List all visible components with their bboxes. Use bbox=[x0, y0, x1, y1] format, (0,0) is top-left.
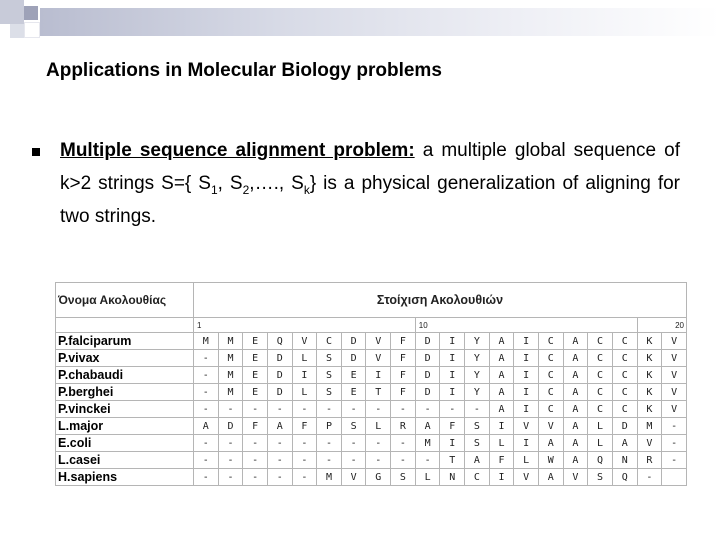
sequence-name: L.casei bbox=[56, 452, 194, 469]
residue-cell: M bbox=[415, 435, 440, 452]
residue-cell: R bbox=[391, 418, 416, 435]
residue-cell: C bbox=[588, 384, 613, 401]
residue-cell: V bbox=[538, 418, 563, 435]
residue-cell: I bbox=[366, 367, 391, 384]
bullet-text-4: } is a physical generalization of aligning for two strings. bbox=[60, 173, 681, 227]
residue-cell: - bbox=[391, 401, 416, 418]
bullet-text-2: , S bbox=[217, 173, 243, 194]
residue-cell: I bbox=[440, 350, 465, 367]
residue-cell: A bbox=[489, 384, 514, 401]
residue-cell: F bbox=[391, 367, 416, 384]
sequence-name: P.falciparum bbox=[56, 333, 194, 350]
residue-cell: - bbox=[366, 452, 391, 469]
residue-cell: C bbox=[588, 350, 613, 367]
sequence-name: P.vinckei bbox=[56, 401, 194, 418]
decor-square bbox=[10, 24, 24, 38]
residue-cell: C bbox=[538, 384, 563, 401]
residue-cell: - bbox=[292, 469, 317, 486]
residue-cell: I bbox=[514, 333, 539, 350]
sequence-name: E.coli bbox=[56, 435, 194, 452]
residue-cell: L bbox=[489, 435, 514, 452]
alignment-table bbox=[55, 282, 687, 486]
residue-cell: F bbox=[292, 418, 317, 435]
residue-cell: S bbox=[465, 435, 490, 452]
residue-cell: A bbox=[489, 333, 514, 350]
residue-cell: E bbox=[243, 367, 268, 384]
residue-cell: E bbox=[341, 384, 366, 401]
residue-cell: E bbox=[341, 367, 366, 384]
residue-cell: - bbox=[415, 401, 440, 418]
residue-cell: - bbox=[366, 401, 391, 418]
decor-square bbox=[24, 22, 40, 38]
residue-cell: - bbox=[243, 401, 268, 418]
residue-cell: Y bbox=[465, 384, 490, 401]
residue-cell: V bbox=[341, 469, 366, 486]
residue-cell: M bbox=[218, 384, 243, 401]
residue-cell: - bbox=[292, 435, 317, 452]
residue-cell: I bbox=[514, 367, 539, 384]
position-mid: 10 bbox=[415, 318, 637, 333]
residue-cell: M bbox=[218, 333, 243, 350]
subscript-2: 2 bbox=[242, 182, 250, 197]
residue-cell: Y bbox=[465, 333, 490, 350]
residue-cell: - bbox=[637, 469, 662, 486]
residue-cell: - bbox=[415, 452, 440, 469]
residue-cell: - bbox=[243, 452, 268, 469]
table-row bbox=[56, 333, 687, 350]
residue-cell: - bbox=[243, 469, 268, 486]
residue-cell: - bbox=[317, 401, 342, 418]
residue-cell: A bbox=[563, 435, 588, 452]
residue-cell: A bbox=[465, 452, 490, 469]
residue-cell: - bbox=[391, 435, 416, 452]
residue-cell: - bbox=[341, 401, 366, 418]
residue-cell: C bbox=[612, 384, 637, 401]
residue-cell: A bbox=[538, 435, 563, 452]
residue-cell: A bbox=[563, 384, 588, 401]
residue-cell: - bbox=[292, 452, 317, 469]
residue-cell: T bbox=[440, 452, 465, 469]
residue-cell: V bbox=[366, 350, 391, 367]
residue-cell: M bbox=[194, 333, 219, 350]
residue-cell: I bbox=[440, 367, 465, 384]
residue-cell: I bbox=[514, 384, 539, 401]
residue-cell: F bbox=[391, 333, 416, 350]
residue-cell: D bbox=[341, 350, 366, 367]
residue-cell bbox=[662, 469, 687, 486]
residue-cell: L bbox=[292, 384, 317, 401]
residue-cell: D bbox=[415, 350, 440, 367]
residue-cell: - bbox=[292, 401, 317, 418]
sequence-name: P.berghei bbox=[56, 384, 194, 401]
residue-cell: A bbox=[538, 469, 563, 486]
residue-cell: F bbox=[391, 384, 416, 401]
table-row bbox=[56, 367, 687, 384]
residue-cell: - bbox=[366, 435, 391, 452]
residue-cell: D bbox=[612, 418, 637, 435]
residue-cell: D bbox=[267, 367, 292, 384]
residue-cell: C bbox=[588, 401, 613, 418]
residue-cell: I bbox=[489, 418, 514, 435]
residue-cell: - bbox=[440, 401, 465, 418]
residue-cell: - bbox=[267, 435, 292, 452]
residue-cell: C bbox=[612, 333, 637, 350]
table-row bbox=[56, 452, 687, 469]
residue-cell: S bbox=[341, 418, 366, 435]
residue-cell: C bbox=[465, 469, 490, 486]
residue-cell: D bbox=[341, 333, 366, 350]
residue-cell: M bbox=[218, 350, 243, 367]
residue-cell: - bbox=[662, 418, 687, 435]
residue-cell: C bbox=[612, 350, 637, 367]
residue-cell: V bbox=[637, 435, 662, 452]
position-row bbox=[56, 318, 687, 333]
residue-cell: - bbox=[194, 367, 219, 384]
residue-cell: F bbox=[391, 350, 416, 367]
residue-cell: I bbox=[440, 333, 465, 350]
residue-cell: A bbox=[489, 367, 514, 384]
residue-cell: D bbox=[218, 418, 243, 435]
residue-cell: - bbox=[218, 469, 243, 486]
residue-cell: A bbox=[563, 401, 588, 418]
decor-square bbox=[24, 6, 38, 20]
bullet-text bbox=[60, 134, 680, 233]
residue-cell: A bbox=[194, 418, 219, 435]
residue-cell: M bbox=[317, 469, 342, 486]
residue-cell: - bbox=[194, 384, 219, 401]
residue-cell: V bbox=[514, 418, 539, 435]
residue-cell: A bbox=[563, 350, 588, 367]
residue-cell: W bbox=[538, 452, 563, 469]
residue-cell: D bbox=[267, 350, 292, 367]
residue-cell: V bbox=[662, 401, 687, 418]
residue-cell: Y bbox=[465, 367, 490, 384]
residue-cell: V bbox=[662, 350, 687, 367]
residue-cell: K bbox=[637, 333, 662, 350]
residue-cell: C bbox=[538, 350, 563, 367]
position-name-cell bbox=[56, 318, 194, 333]
residue-cell: I bbox=[440, 435, 465, 452]
residue-cell: A bbox=[489, 350, 514, 367]
residue-cell: A bbox=[267, 418, 292, 435]
table-row bbox=[56, 384, 687, 401]
residue-cell: C bbox=[538, 333, 563, 350]
residue-cell: Y bbox=[465, 350, 490, 367]
residue-cell: D bbox=[415, 367, 440, 384]
residue-cell: K bbox=[637, 350, 662, 367]
table-row bbox=[56, 469, 687, 486]
residue-cell: S bbox=[391, 469, 416, 486]
bullet-icon bbox=[32, 148, 40, 156]
residue-cell: - bbox=[267, 401, 292, 418]
residue-cell: M bbox=[218, 367, 243, 384]
residue-cell: A bbox=[563, 418, 588, 435]
residue-cell: S bbox=[588, 469, 613, 486]
residue-cell: A bbox=[563, 367, 588, 384]
residue-cell: L bbox=[415, 469, 440, 486]
residue-cell: - bbox=[194, 401, 219, 418]
residue-cell: C bbox=[317, 333, 342, 350]
table-header-row bbox=[56, 283, 687, 318]
residue-cell: - bbox=[341, 452, 366, 469]
residue-cell: S bbox=[465, 418, 490, 435]
residue-cell: L bbox=[514, 452, 539, 469]
decor-square bbox=[0, 0, 24, 24]
position-end: 20 bbox=[637, 318, 686, 333]
residue-cell: I bbox=[514, 350, 539, 367]
residue-cell: - bbox=[317, 435, 342, 452]
residue-cell: Q bbox=[588, 452, 613, 469]
residue-cell: C bbox=[612, 401, 637, 418]
residue-cell: L bbox=[588, 435, 613, 452]
residue-cell: - bbox=[662, 452, 687, 469]
residue-cell: N bbox=[612, 452, 637, 469]
residue-cell: - bbox=[465, 401, 490, 418]
residue-cell: M bbox=[637, 418, 662, 435]
residue-cell: S bbox=[317, 350, 342, 367]
residue-cell: T bbox=[366, 384, 391, 401]
residue-cell: Q bbox=[267, 333, 292, 350]
residue-cell: E bbox=[243, 333, 268, 350]
residue-cell: I bbox=[489, 469, 514, 486]
residue-cell: S bbox=[317, 384, 342, 401]
residue-cell: - bbox=[267, 452, 292, 469]
name-column-header: Όνομα Ακολουθίας bbox=[56, 283, 194, 318]
bullet-lead: Multiple sequence alignment problem: bbox=[60, 140, 415, 161]
residue-cell: - bbox=[243, 435, 268, 452]
residue-cell: F bbox=[440, 418, 465, 435]
residue-cell: S bbox=[317, 367, 342, 384]
residue-cell: C bbox=[538, 367, 563, 384]
residue-cell: E bbox=[243, 350, 268, 367]
subscript-k: k bbox=[303, 182, 310, 197]
residue-cell: G bbox=[366, 469, 391, 486]
residue-cell: V bbox=[366, 333, 391, 350]
residue-cell: D bbox=[267, 384, 292, 401]
residue-cell: V bbox=[662, 333, 687, 350]
residue-cell: R bbox=[637, 452, 662, 469]
table-row bbox=[56, 435, 687, 452]
residue-cell: D bbox=[415, 333, 440, 350]
bullet-text-3: ,…., S bbox=[249, 173, 304, 194]
residue-cell: - bbox=[662, 435, 687, 452]
residue-cell: F bbox=[489, 452, 514, 469]
residue-cell: N bbox=[440, 469, 465, 486]
residue-cell: C bbox=[612, 367, 637, 384]
subscript-1: 1 bbox=[210, 182, 218, 197]
header-band bbox=[40, 8, 720, 36]
alignment-column-header: Στοίχιση Ακολουθιών bbox=[194, 283, 687, 318]
residue-cell: - bbox=[218, 401, 243, 418]
residue-cell: I bbox=[514, 401, 539, 418]
residue-cell: A bbox=[563, 333, 588, 350]
residue-cell: Q bbox=[612, 469, 637, 486]
residue-cell: L bbox=[588, 418, 613, 435]
position-start: 1 bbox=[194, 318, 416, 333]
residue-cell: I bbox=[440, 384, 465, 401]
bullet-text-1: a multiple global sequence of k>2 strings S={ S bbox=[60, 140, 680, 194]
slide-title: Applications in Molecular Biology problems bbox=[46, 60, 442, 81]
residue-cell: - bbox=[194, 350, 219, 367]
residue-cell: V bbox=[563, 469, 588, 486]
residue-cell: - bbox=[317, 452, 342, 469]
residue-cell: C bbox=[538, 401, 563, 418]
residue-cell: A bbox=[489, 401, 514, 418]
residue-cell: D bbox=[415, 384, 440, 401]
table-row bbox=[56, 350, 687, 367]
residue-cell: A bbox=[563, 452, 588, 469]
residue-cell: - bbox=[194, 469, 219, 486]
residue-cell: L bbox=[292, 350, 317, 367]
residue-cell: V bbox=[514, 469, 539, 486]
residue-cell: A bbox=[612, 435, 637, 452]
sequence-name: L.major bbox=[56, 418, 194, 435]
residue-cell: L bbox=[366, 418, 391, 435]
residue-cell: E bbox=[243, 384, 268, 401]
residue-cell: - bbox=[194, 435, 219, 452]
residue-cell: V bbox=[662, 367, 687, 384]
residue-cell: I bbox=[514, 435, 539, 452]
sequence-name: H.sapiens bbox=[56, 469, 194, 486]
sequence-name: P.chabaudi bbox=[56, 367, 194, 384]
residue-cell: - bbox=[218, 452, 243, 469]
residue-cell: - bbox=[218, 435, 243, 452]
residue-cell: I bbox=[292, 367, 317, 384]
residue-cell: V bbox=[662, 384, 687, 401]
residue-cell: F bbox=[243, 418, 268, 435]
residue-cell: - bbox=[267, 469, 292, 486]
sequence-name: P.vivax bbox=[56, 350, 194, 367]
table-row bbox=[56, 418, 687, 435]
residue-cell: K bbox=[637, 384, 662, 401]
residue-cell: - bbox=[341, 435, 366, 452]
residue-cell: C bbox=[588, 367, 613, 384]
residue-cell: - bbox=[194, 452, 219, 469]
residue-cell: P bbox=[317, 418, 342, 435]
residue-cell: - bbox=[391, 452, 416, 469]
residue-cell: K bbox=[637, 401, 662, 418]
residue-cell: A bbox=[415, 418, 440, 435]
residue-cell: K bbox=[637, 367, 662, 384]
table-row bbox=[56, 401, 687, 418]
residue-cell: V bbox=[292, 333, 317, 350]
residue-cell: C bbox=[588, 333, 613, 350]
